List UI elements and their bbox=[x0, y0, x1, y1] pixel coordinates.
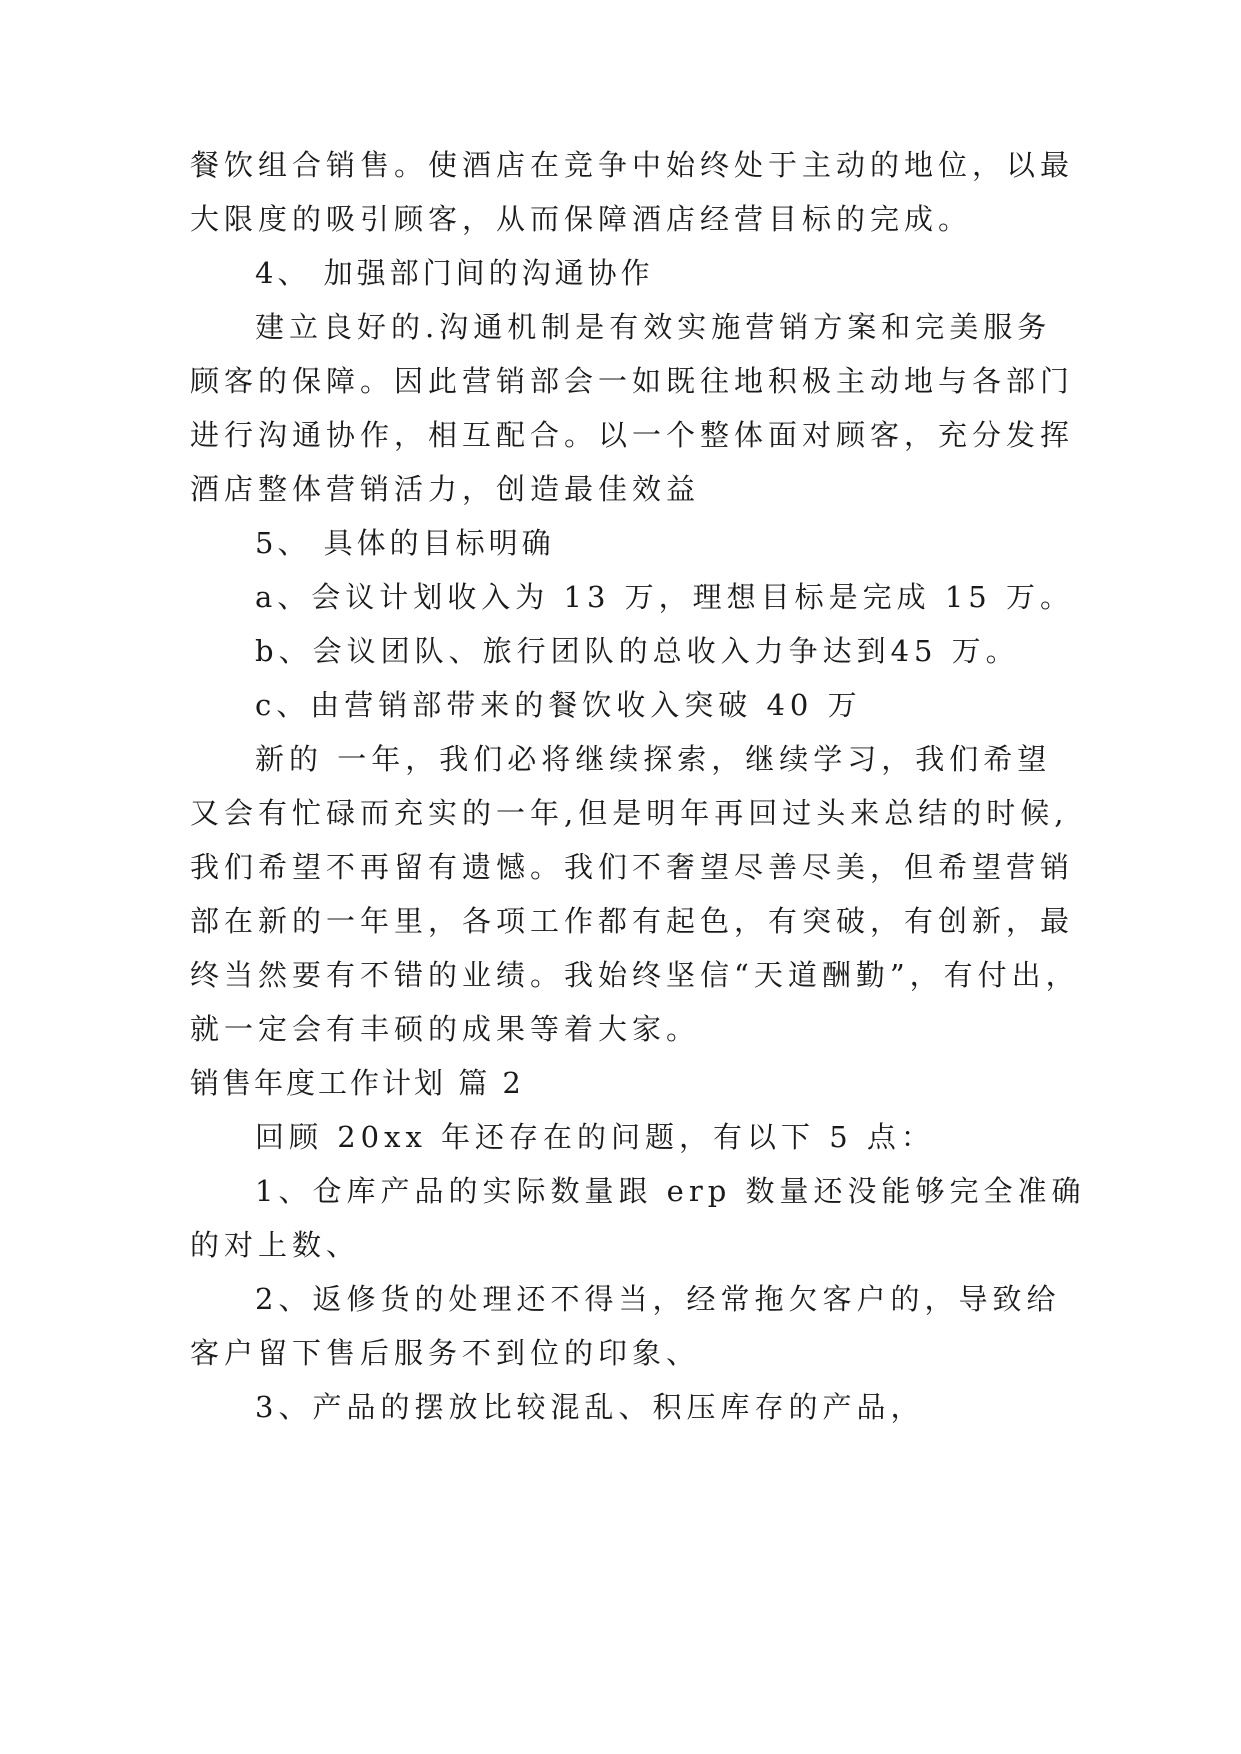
paragraph-line: 就一定会有丰硕的成果等着大家。 bbox=[190, 1012, 701, 1046]
paragraph-line: 又会有忙碌而充实的一年,但是明年再回过头来总结的时候, bbox=[190, 796, 1069, 830]
paragraph-line: 我们希望不再留有遗憾。我们不奢望尽善尽美，但希望营销 bbox=[190, 850, 1075, 884]
paragraph-line: 部在新的一年里，各项工作都有起色，有突破，有创新，最 bbox=[190, 904, 1075, 938]
paragraph-line: 的对上数、 bbox=[190, 1228, 361, 1262]
list-item: c、由营销部带来的餐饮收入突破 40 万 bbox=[255, 688, 862, 722]
paragraph-line: 新的 一年，我们必将继续探索，继续学习，我们希望 bbox=[255, 742, 1052, 776]
section-title: 销售年度工作计划 篇 2 bbox=[190, 1066, 524, 1100]
paragraph-line: 建立良好的.沟通机制是有效实施营销方案和完美服务 bbox=[255, 310, 1052, 344]
section-heading: 4、 加强部门间的沟通协作 bbox=[255, 256, 654, 290]
paragraph-line: 餐饮组合销售。使酒店在竞争中始终处于主动的地位，以最 bbox=[190, 148, 1075, 182]
paragraph-line: 回顾 20xx 年还存在的问题，有以下 5 点： bbox=[255, 1120, 935, 1154]
list-item: 1、仓库产品的实际数量跟 erp 数量还没能够完全准确 bbox=[255, 1174, 1086, 1208]
paragraph-line: 顾客的保障。因此营销部会一如既往地积极主动地与各部门 bbox=[190, 364, 1075, 398]
paragraph-line: 客户留下售后服务不到位的印象、 bbox=[190, 1336, 701, 1370]
list-item: 2、返修货的处理还不得当，经常拖欠客户的，导致给 bbox=[255, 1282, 1061, 1316]
paragraph-line: 酒店整体营销活力，创造最佳效益 bbox=[190, 472, 701, 506]
paragraph-line: 进行沟通协作，相互配合。以一个整体面对顾客，充分发挥 bbox=[190, 418, 1075, 452]
list-item: 3、产品的摆放比较混乱、积压库存的产品， bbox=[255, 1390, 925, 1424]
paragraph-line: 终当然要有不错的业绩。我始终坚信“天道酬勤”，有付出， bbox=[190, 958, 1080, 992]
list-item: a、会议计划收入为 13 万，理想目标是完成 15 万。 bbox=[255, 580, 1074, 614]
list-item: b、会议团队、旅行团队的总收入力争达到45 万。 bbox=[255, 634, 1020, 668]
paragraph-line: 大限度的吸引顾客，从而保障酒店经营目标的完成。 bbox=[190, 202, 973, 236]
section-heading: 5、 具体的目标明确 bbox=[255, 526, 555, 560]
